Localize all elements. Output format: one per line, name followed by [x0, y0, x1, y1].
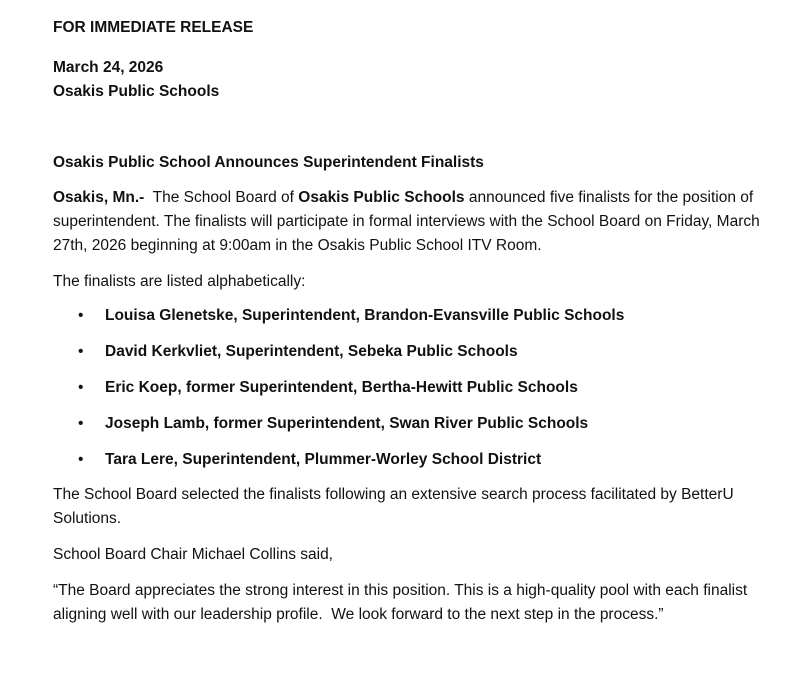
bullet-icon: • [78, 451, 84, 468]
finalist-text: David Kerkvliet, Superintendent, Sebeka Public Schools [105, 343, 518, 360]
finalists-list [53, 304, 760, 472]
finalist-item [53, 412, 760, 436]
finalist-item [53, 304, 760, 328]
lead-org-name: Osakis Public Schools [298, 189, 465, 206]
organization-name: Osakis Public Schools [53, 83, 220, 100]
finalist-item [53, 340, 760, 364]
finalist-item [53, 448, 760, 472]
headline: Osakis Public School Announces Superintendent Finalists [53, 154, 484, 171]
finalist-text: Joseph Lamb, former Superintendent, Swan River Public Schools [105, 415, 589, 432]
finalists-intro: The finalists are listed alphabetically: [53, 273, 306, 290]
chair-intro: School Board Chair Michael Collins said, [53, 546, 333, 563]
release-label: FOR IMMEDIATE RELEASE [53, 19, 254, 36]
release-date: March 24, 2026 [53, 59, 164, 76]
bullet-icon: • [78, 307, 84, 324]
finalist-text: Louisa Glenetske, Superintendent, Brandon-Evansville Public Schools [105, 307, 625, 324]
lead-paragraph [53, 186, 765, 258]
finalist-item [53, 376, 760, 400]
lead-text-before: The School Board of [144, 189, 299, 206]
bullet-icon: • [78, 415, 84, 432]
bullet-icon: • [78, 343, 84, 360]
dateline: Osakis, Mn.- [53, 189, 145, 206]
finalist-text: Tara Lere, Superintendent, Plummer-Worley School District [105, 451, 542, 468]
bullet-icon: • [78, 379, 84, 396]
finalist-text: Eric Koep, former Superintendent, Bertha-Hewitt Public Schools [105, 379, 578, 396]
lead-text-after: announced five finalists for the position of superintendent. The finalists will participate in formal interviews with the School Board on Friday, March 27th, 2026 beginning at 9:00am in the Osakis Public School ITV Room. [53, 189, 765, 254]
selection-paragraph: The School Board selected the finalists following an extensive search process facilitated by BetterU Solutions. [53, 486, 734, 527]
chair-quote: “The Board appreciates the strong interest in this position. This is a high-quality pool with each finalist aligning well with our leadership profile. We look forward to the next step in the process.” [53, 582, 752, 623]
